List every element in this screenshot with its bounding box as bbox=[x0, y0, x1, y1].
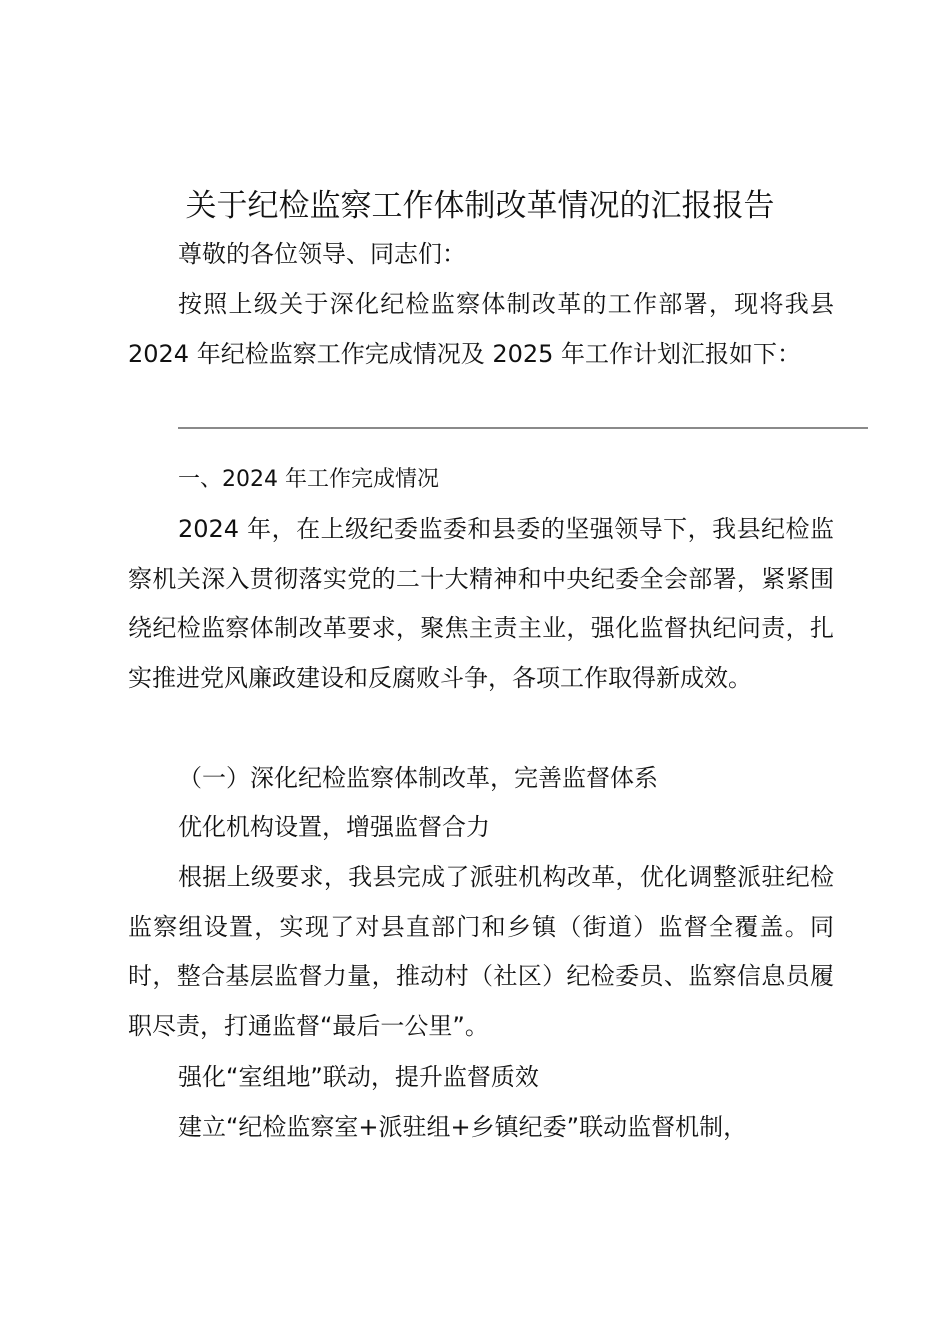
divider-line bbox=[178, 427, 868, 429]
salutation: 尊敬的各位领导、同志们： bbox=[178, 240, 466, 268]
point-paragraph: 根据上级要求，我县完成了派驻机构改革，优化调整派驻纪检监察组设置，实现了对县直部门和乡镇（街道）监督全覆盖。同时，整合基层监督力量，推动村（社区）纪检委员、监察信息员履职尽责，打通监督“最后一公里”。 bbox=[128, 863, 834, 1040]
point-paragraph: 建立“纪检监察室+派驻组+乡镇纪委”联动监督机制， bbox=[178, 1113, 748, 1141]
point-heading: 优化机构设置，增强监督合力 bbox=[178, 813, 490, 841]
subsection-heading: （一）深化纪检监察体制改革，完善监督体系 bbox=[178, 764, 658, 792]
section-paragraph: 2024 年，在上级纪委监委和县委的坚强领导下，我县纪检监察机关深入贯彻落实党的二十大精神和中央纪委全会部署，紧紧围绕纪检监察体制改革要求，聚焦主责主业，强化监督执纪问责，扎实推进党风廉政建设和反腐败斗争，各项工作取得新成效。 bbox=[128, 515, 834, 692]
point-heading: 强化“室组地”联动，提升监督质效 bbox=[178, 1063, 539, 1091]
document-title: 关于纪检监察工作体制改革情况的汇报报告 bbox=[185, 188, 775, 224]
intro-paragraph: 按照上级关于深化纪检监察体制改革的工作部署，现将我县 2024 年纪检监察工作完成情况及 2025 年工作计划汇报如下： bbox=[128, 290, 834, 368]
section-heading: 一、2024 年工作完成情况 bbox=[178, 467, 439, 492]
